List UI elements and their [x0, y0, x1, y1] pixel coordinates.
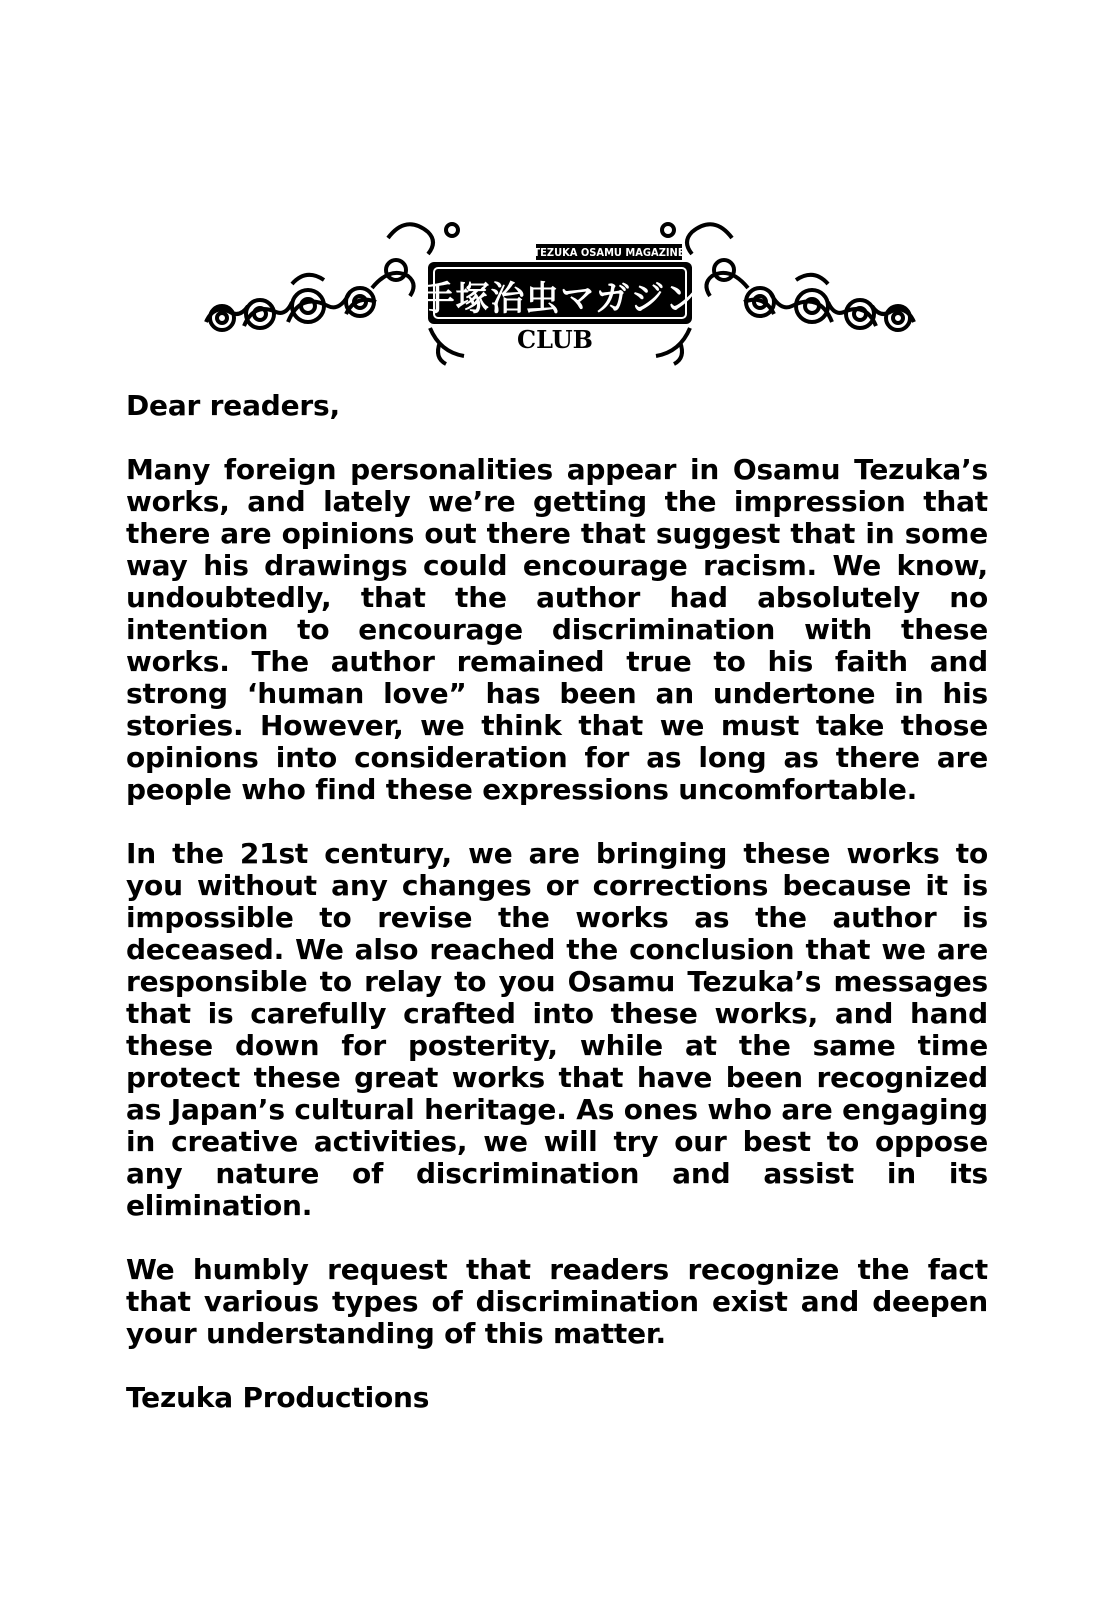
- signature: Tezuka Productions: [126, 1381, 430, 1414]
- paragraph-1: Many foreign personalities appear in Osamu Tezuka’s works, and lately we’re getting the impression that there are opinions out there that suggest that in some way his drawings could encourage racism. We know, undoubtedly, that the author had absolutely no intention to encourage discrimination with these works. The author remained true to his faith and strong ‘human love” has been an undertone in his stories. However, we think that we must take those opinions into consideration for as long as there are people who find these expressions uncomfortable.: [126, 453, 988, 806]
- logo-title-block: [420, 244, 699, 354]
- logo-club-label: CLUB: [517, 325, 593, 354]
- paragraph-3: We humbly request that readers recognize the fact that various types of discrimination exist and deepen your understanding of this matter.: [126, 1253, 988, 1350]
- logo-kana-title: 手塚治虫マガジン: [420, 279, 700, 319]
- letter-body: [126, 390, 988, 1446]
- tezuka-osamu-magazine-club-logo: [200, 210, 920, 370]
- logo-english-title: TEZUKA OSAMU MAGAZINE: [533, 246, 685, 259]
- paragraph-2: In the 21st century, we are bringing these works to you without any changes or corrections because it is impossible to revise the works as the author is deceased. We also reached the conclusion that we are responsible to relay to you Osamu Tezuka’s messages that is carefully crafted into these works, and hand these down for posterity, while at the same time protect these great works that have been recognized as Japan’s cultural heritage. As ones who are engaging in creative activities, we will try our best to oppose any nature of discrimination and assist in its elimination.: [126, 837, 988, 1222]
- salutation: Dear readers,: [126, 389, 340, 422]
